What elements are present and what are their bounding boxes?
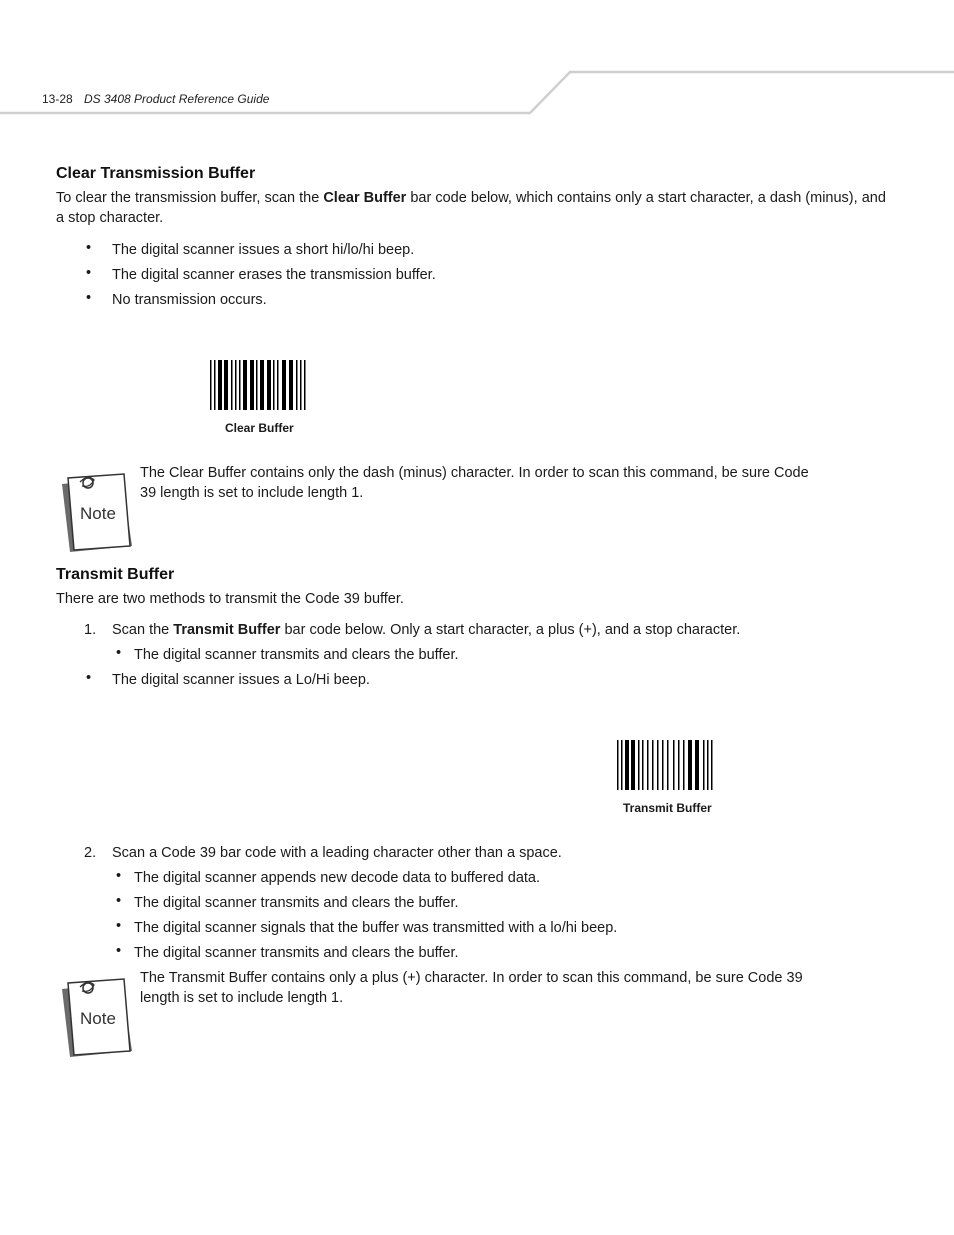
step-2-sub-2: The digital scanner transmits and clears the buffer. [134, 895, 459, 911]
step-2-sub-4: The digital scanner transmits and clears the buffer. [134, 945, 459, 961]
clear-intro-text-end: bar code below, which contains only a start character, a dash (minus), and a stop character. [56, 190, 886, 226]
bullet: • [86, 290, 92, 306]
transmit-intro: There are two methods to transmit the Code 39 buffer. [56, 591, 404, 607]
note-label: Note [80, 1009, 116, 1028]
step-1-bullet: The digital scanner issues a Lo/Hi beep. [112, 672, 370, 688]
step-1-sub: The digital scanner transmits and clears the buffer. [134, 647, 459, 663]
bullet: • [86, 670, 92, 686]
note-label: Note [80, 504, 116, 523]
clear-intro-text: To clear the transmission buffer, scan the [56, 190, 324, 206]
bullet: • [116, 918, 122, 934]
step-2-sub-3: The digital scanner signals that the buffer was transmitted with a lo/hi beep. [134, 920, 618, 936]
guide-title: DS 3408 Product Reference Guide [84, 92, 270, 106]
bullet: • [86, 265, 92, 281]
step-2-sub-1: The digital scanner appends new decode data to buffered data. [134, 870, 541, 886]
step-1-text-end: bar code below. Only a start character, a plus (+), and a stop character. [280, 622, 741, 638]
bullet: • [116, 645, 122, 661]
transmit-note-text: The Transmit Buffer contains only a plus (+) character. In order to scan this command, be sure Code 39 length is set to include length 1. [140, 970, 803, 1006]
step-1-text [112, 620, 740, 640]
clear-intro-bold: Clear Buffer [323, 190, 407, 206]
clear-bullet-3: No transmission occurs. [112, 292, 267, 308]
bullet: • [116, 868, 122, 884]
bullet: • [86, 240, 92, 256]
step-2-number: 2. [84, 845, 97, 861]
step-1-number: 1. [84, 622, 97, 638]
clear-bullet-1: The digital scanner issues a short hi/lo/hi beep. [112, 242, 415, 258]
clear-buffer-barcode [210, 360, 306, 410]
bullet: • [116, 893, 122, 909]
clear-intro [56, 188, 886, 228]
step-1-text-start: Scan the [112, 622, 174, 638]
clear-bullet-2: The digital scanner erases the transmission buffer. [112, 267, 436, 283]
page-number: 13-28 [42, 92, 73, 106]
clear-note-text: The Clear Buffer contains only the dash (minus) character. In order to scan this command, be sure Code 39 length is set to include length 1. [140, 465, 809, 501]
step-2-text: Scan a Code 39 bar code with a leading character other than a space. [112, 845, 562, 861]
clear-buffer-barcode-label: Clear Buffer [225, 421, 294, 435]
section-heading-clear: Clear Transmission Buffer [56, 165, 256, 182]
transmit-buffer-barcode-label: Transmit Buffer [623, 801, 712, 815]
section-heading-transmit: Transmit Buffer [56, 566, 175, 583]
step-1-bold: Transmit Buffer [173, 622, 281, 638]
transmit-buffer-barcode [617, 740, 713, 790]
bullet: • [116, 943, 122, 959]
